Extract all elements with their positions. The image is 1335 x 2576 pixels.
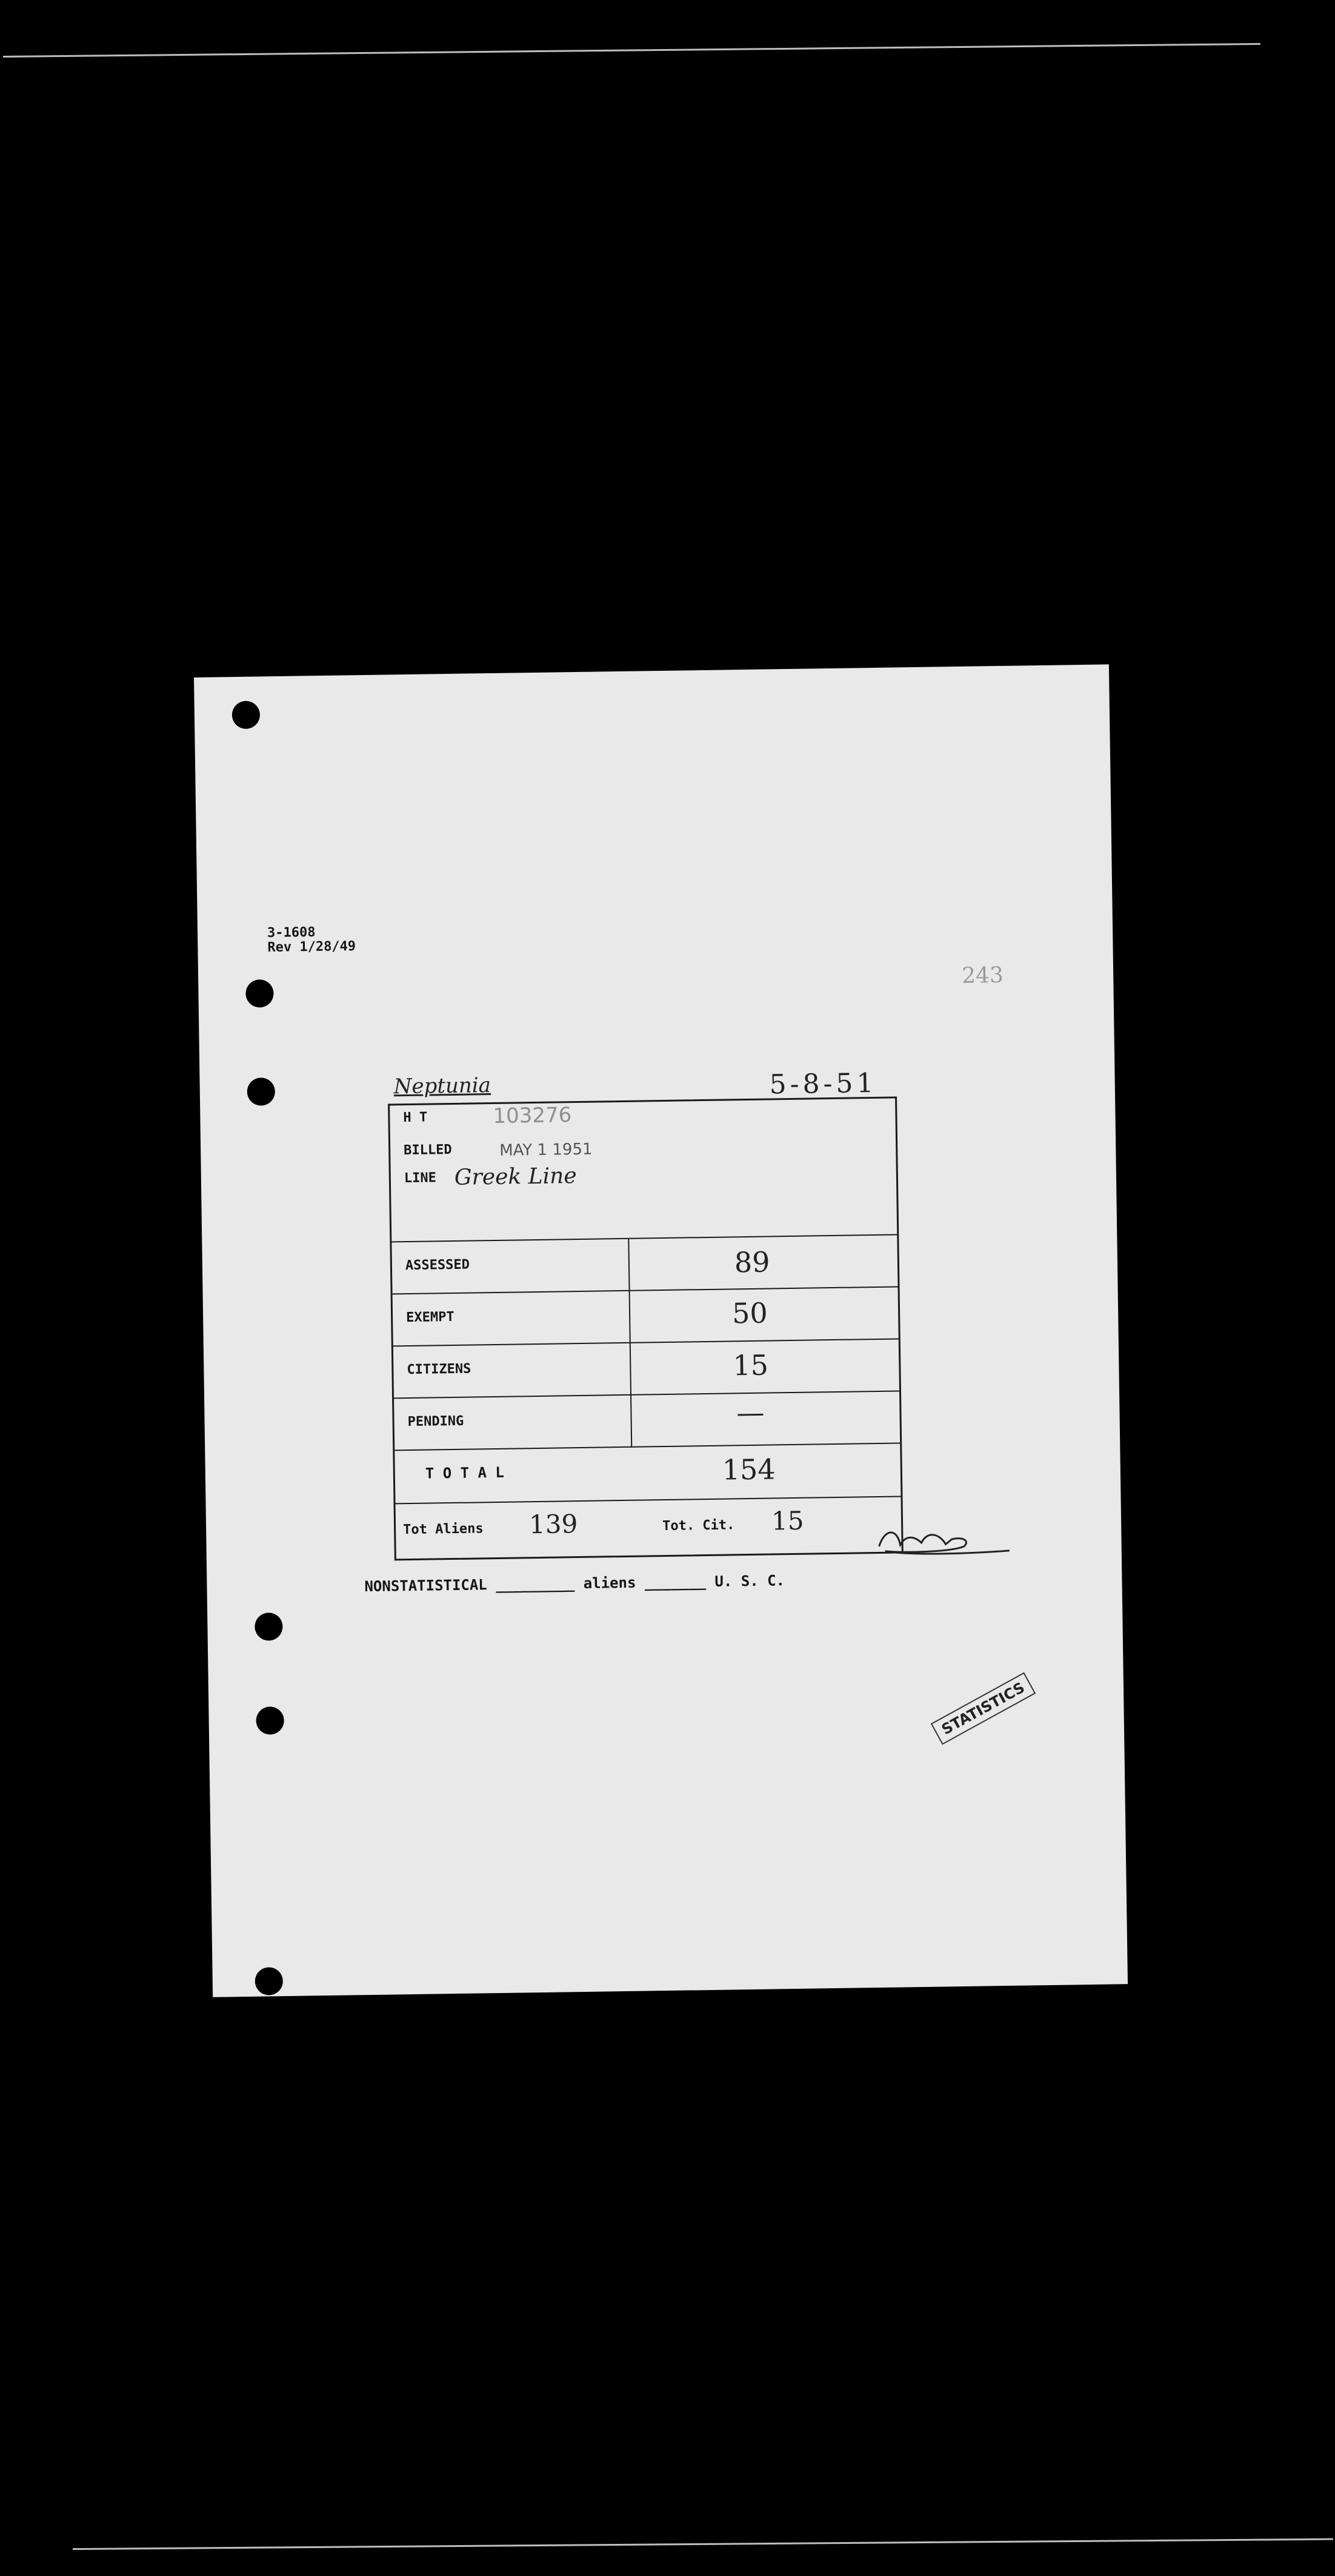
divider [395, 1442, 900, 1451]
tot-cit-value: 15 [771, 1505, 804, 1536]
form-revision: Rev 1/28/49 [267, 939, 356, 956]
total-label: T O T A L [425, 1463, 505, 1482]
punch-hole [245, 979, 274, 1008]
row-value: 15 [732, 1348, 769, 1382]
usc-label: U. S. C. [714, 1572, 785, 1590]
vessel-name: Neptunia [393, 1073, 491, 1099]
punch-hole [256, 1706, 284, 1735]
row-label: CITIZENS [407, 1361, 471, 1378]
row-value: 50 [731, 1296, 768, 1330]
line-label: LINE [404, 1170, 437, 1186]
statistics-stamp: STATISTICS [931, 1672, 1036, 1745]
document-sheet [194, 664, 1128, 1997]
tot-aliens-value: 139 [528, 1509, 578, 1540]
row-label: PENDING [407, 1413, 464, 1430]
punch-hole [232, 701, 261, 729]
nonstatistical-label: NONSTATISTICAL [364, 1576, 487, 1596]
tot-aliens-label: Tot Aliens [402, 1521, 484, 1538]
form-identifier [267, 925, 356, 955]
handwritten-date: 5-8-51 [769, 1067, 877, 1100]
row-label: EXEMPT [405, 1309, 454, 1326]
blank-line: _________ [496, 1574, 584, 1594]
initials-signature [873, 1520, 1013, 1559]
punch-hole [255, 1967, 283, 1995]
row-value: — [736, 1396, 765, 1429]
film-edge-bottom [73, 2538, 1333, 2550]
punch-hole [247, 1077, 275, 1106]
tot-cit-label: Tot. Cit. [662, 1517, 735, 1534]
divider [396, 1496, 901, 1504]
divider [393, 1286, 898, 1294]
total-value: 154 [722, 1453, 776, 1486]
punch-hole [255, 1612, 283, 1641]
ht-number: 103276 [493, 1103, 572, 1129]
divider [393, 1338, 899, 1346]
form-number: 3-1608 [267, 925, 316, 941]
manifest-form-box [388, 1096, 904, 1560]
nonstatistical-line [364, 1572, 785, 1595]
row-label: ASSESSED [405, 1257, 470, 1274]
divider [394, 1390, 899, 1399]
divider [391, 1234, 897, 1242]
aliens-label: aliens [583, 1574, 636, 1592]
page-number: 243 [961, 962, 1004, 988]
row-value: 89 [734, 1245, 770, 1279]
billed-date: MAY 1 1951 [499, 1140, 593, 1160]
line-name: Greek Line [454, 1163, 577, 1190]
film-edge-top [3, 43, 1260, 58]
blank-line: _______ [644, 1573, 715, 1591]
billed-label: BILLED [404, 1142, 452, 1159]
ht-label: H T [403, 1110, 428, 1126]
